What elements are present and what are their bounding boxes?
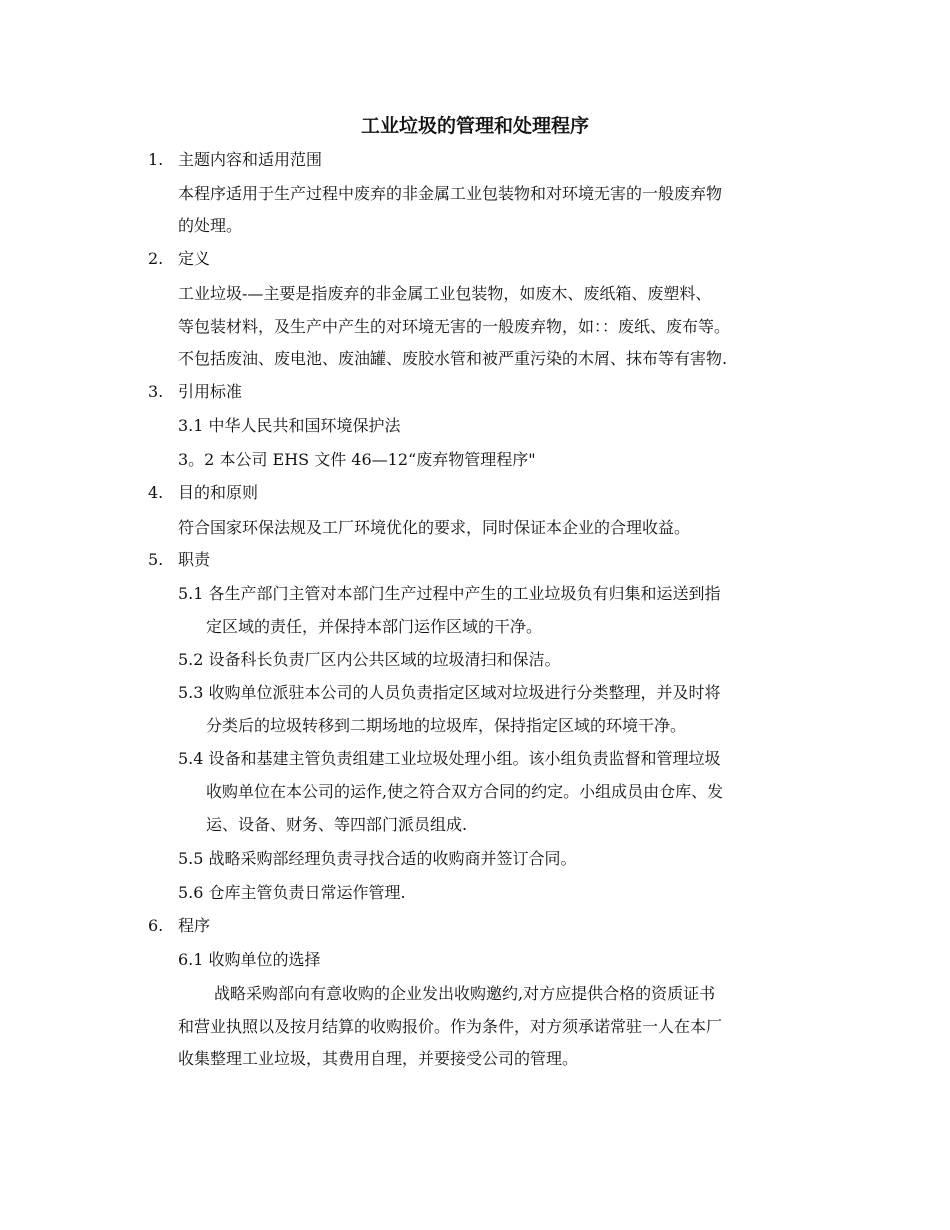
section-5-number: 5. xyxy=(148,550,164,569)
section-5-line-4: 5.3 收购单位派驻本公司的人员负责指定区域对垃圾进行分类整理，并及时将 xyxy=(178,683,721,702)
section-6-line-4: 收集整理工业垃圾，其费用自理，并要接受公司的管理。 xyxy=(178,1049,579,1068)
section-6-line-3: 和营业执照以及按月结算的收购报价。作为条件，对方须承诺常驻一人在本厂 xyxy=(178,1017,723,1036)
section-2-heading: 定义 xyxy=(178,249,211,268)
section-5-line-5: 分类后的垃圾转移到二期场地的垃圾库，保持指定区域的环境干净。 xyxy=(206,716,687,735)
section-2-number: 2. xyxy=(148,249,164,268)
section-4-line-1: 符合国家环保法规及工厂环境优化的要求，同时保证本企业的合理收益。 xyxy=(178,518,691,537)
section-3-number: 3. xyxy=(148,382,164,401)
section-3-line-1: 3.1 中华人民共和国环境保护法 xyxy=(178,416,401,435)
section-4-number: 4. xyxy=(148,483,164,502)
section-5-line-1: 5.1 各生产部门主管对本部门生产过程中产生的工业垃圾负有归集和运送到指 xyxy=(178,584,721,603)
section-6-line-1: 6.1 收购单位的选择 xyxy=(178,950,321,969)
section-5-line-6: 5.4 设备和基建主管负责组建工业垃圾处理小组。该小组负责监督和管理垃圾 xyxy=(178,749,721,768)
section-5-heading: 职责 xyxy=(178,550,211,569)
section-3-line-2: 3。2 本公司 EHS 文件 46—12“废弃物管理程序" xyxy=(178,450,536,469)
section-4-heading: 目的和原则 xyxy=(178,483,259,502)
section-1-line-2: 的处理。 xyxy=(178,216,243,235)
section-2-line-2: 等包装材料，及生产中产生的对环境无害的一般废弃物，如：：废纸、废布等。 xyxy=(178,317,731,336)
section-2-line-3: 不包括废油、废电池、废油罐、废胶水管和被严重污染的木屑、抹布等有害物. xyxy=(178,349,728,368)
section-5-line-2: 定区域的责任，并保持本部门运作区域的干净。 xyxy=(206,617,543,636)
section-6-number: 6. xyxy=(148,916,164,935)
section-6-line-2: 战略采购部向有意收购的企业发出收购邀约,对方应提供合格的资质证书 xyxy=(214,984,716,1003)
section-1-line-1: 本程序适用于生产过程中废弃的非金属工业包装物和对环境无害的一般废弃物 xyxy=(178,184,723,203)
section-5-line-8: 运、设备、财务、等四部门派员组成. xyxy=(206,815,468,834)
section-6-heading: 程序 xyxy=(178,916,211,935)
section-5-line-10: 5.6 仓库主管负责日常运作管理. xyxy=(178,883,406,902)
section-5-line-7: 收购单位在本公司的运作,使之符合双方合同的约定。小组成员由仓库、发 xyxy=(206,782,724,801)
document-title: 工业垃圾的管理和处理程序 xyxy=(360,115,589,137)
section-5-line-3: 5.2 设备科长负责厂区内公共区域的垃圾清扫和保洁。 xyxy=(178,650,561,669)
section-3-heading: 引用标准 xyxy=(178,382,243,401)
section-1-number: 1. xyxy=(148,150,164,169)
section-1-heading: 主题内容和适用范围 xyxy=(178,150,323,169)
section-5-line-9: 5.5 战略采购部经理负责寻找合适的收购商并签订合同。 xyxy=(178,849,577,868)
section-2-line-1: 工业垃圾-—主要是指废弃的非金属工业包装物，如废木、废纸箱、废塑料、 xyxy=(178,284,712,303)
